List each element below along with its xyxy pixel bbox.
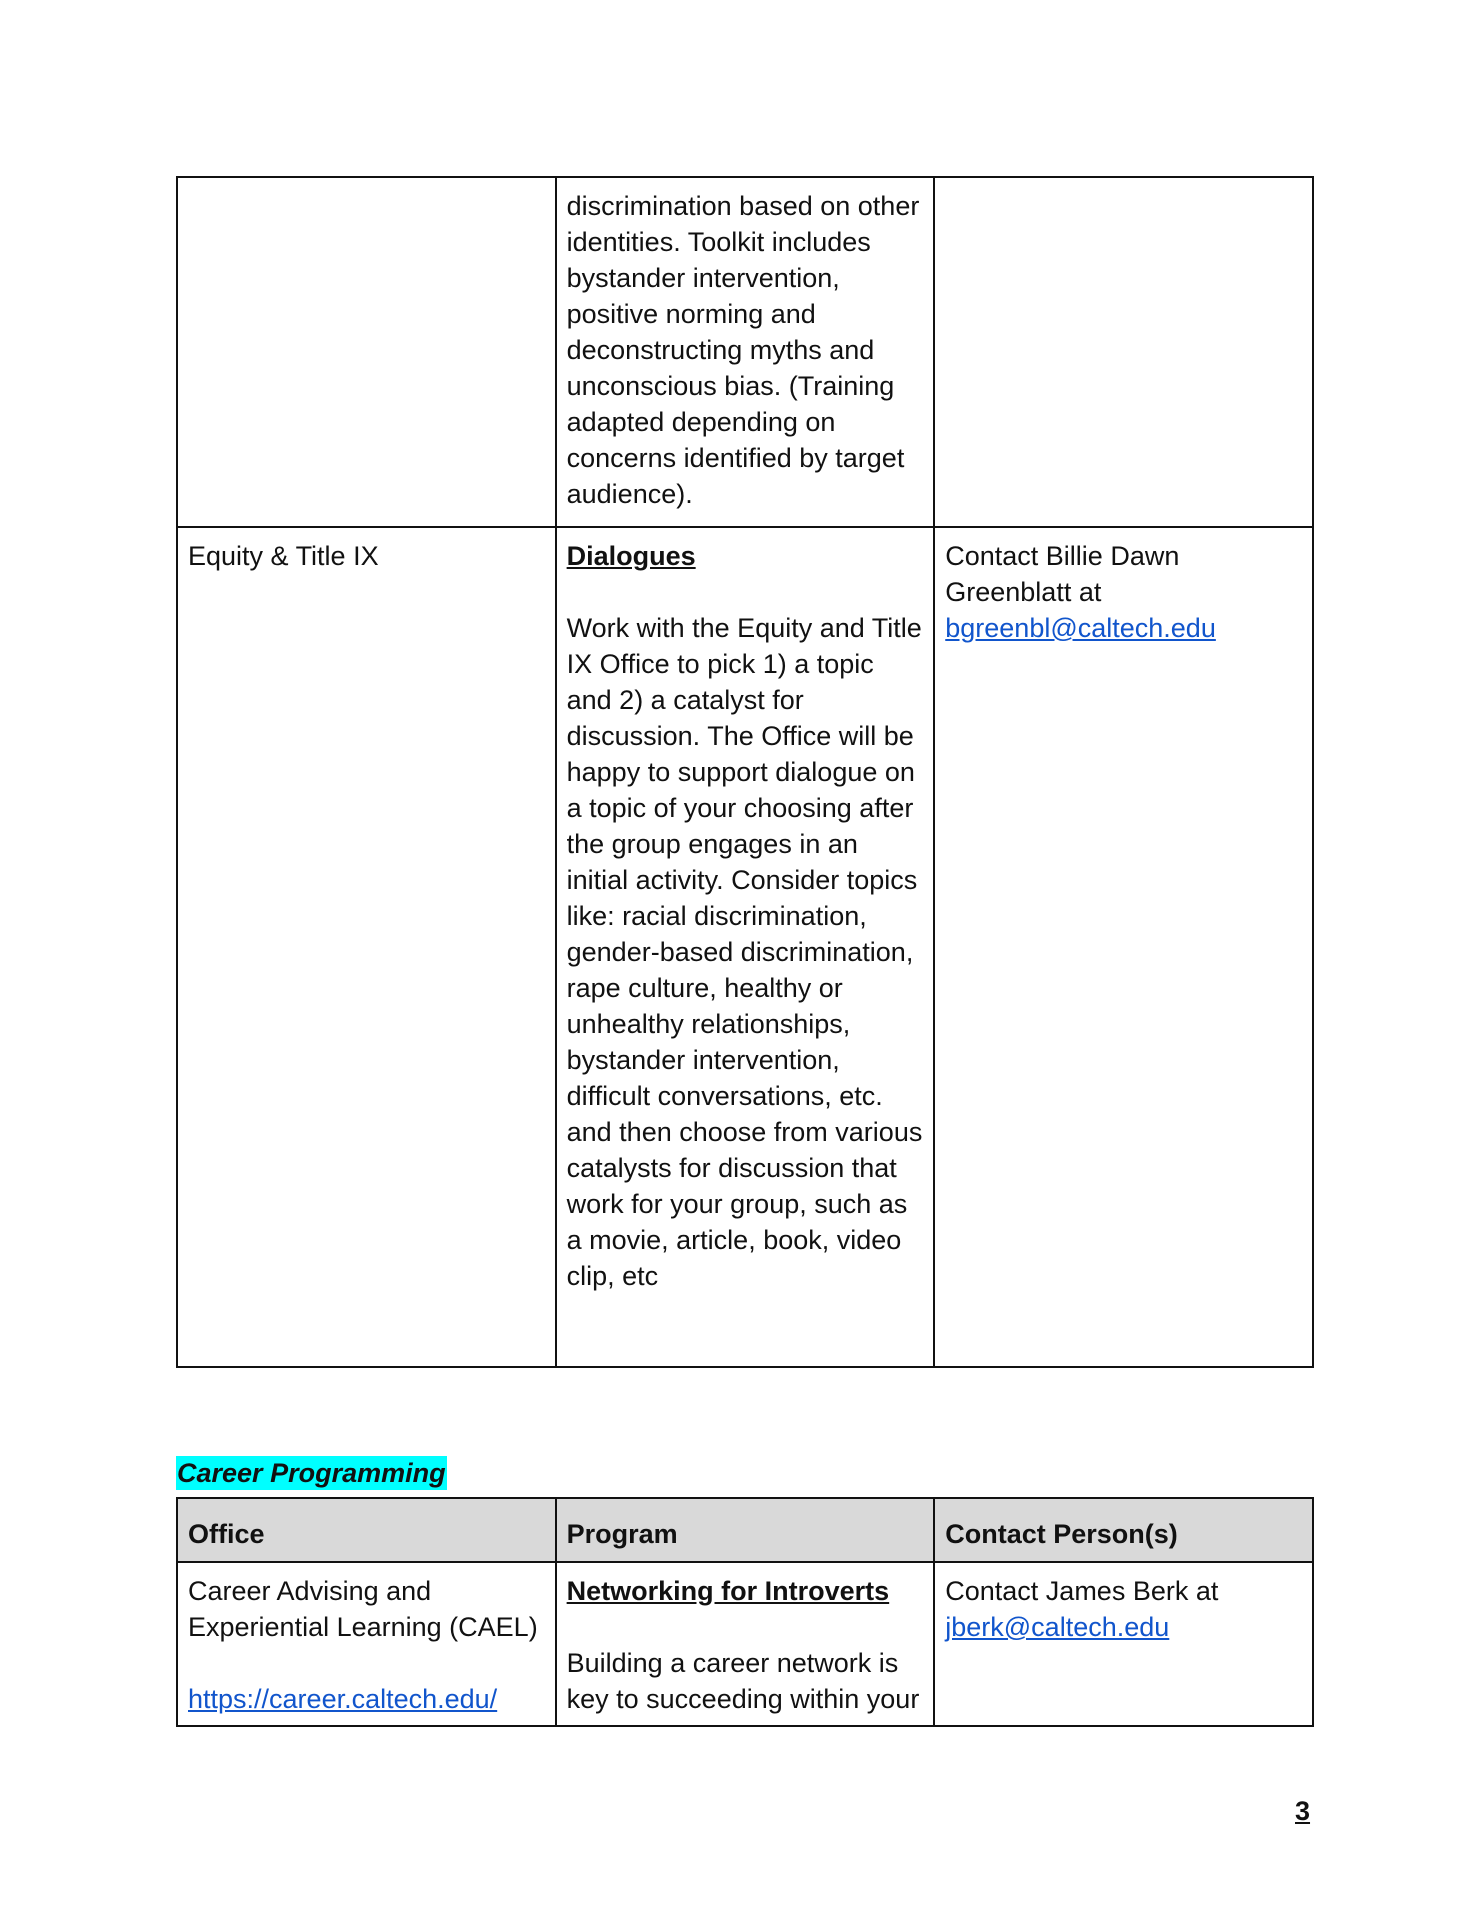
contact-cell bbox=[934, 1562, 1313, 1726]
column-header-program: Program bbox=[556, 1498, 935, 1562]
program-title: Networking for Introverts bbox=[566, 1576, 890, 1606]
table-row bbox=[177, 1562, 1313, 1726]
office-url-link[interactable]: https://career.caltech.edu/ bbox=[188, 1684, 498, 1714]
table-row bbox=[177, 177, 1313, 527]
table-header-row bbox=[177, 1498, 1313, 1562]
table-row bbox=[177, 527, 1313, 1367]
contact-text: Contact Billie Dawn Greenblatt at bbox=[945, 541, 1180, 607]
program-description: Building a career network is key to succeeding within your bbox=[566, 1648, 920, 1714]
program-cell bbox=[556, 527, 935, 1367]
contact-email-link[interactable]: jberk@caltech.edu bbox=[945, 1612, 1170, 1642]
program-title: Dialogues bbox=[566, 541, 696, 571]
page-number: 3 bbox=[1295, 1796, 1311, 1826]
office-cell bbox=[177, 1562, 556, 1726]
office-cell: Equity & Title IX bbox=[177, 527, 556, 1367]
office-name: Career Advising and Experiential Learning (CAEL) bbox=[188, 1576, 538, 1642]
program-cell bbox=[556, 1562, 935, 1726]
contact-text: Contact James Berk at bbox=[945, 1576, 1219, 1606]
office-cell bbox=[177, 177, 556, 527]
program-cell: discrimination based on other identities. Toolkit includes bystander intervention, positive norming and deconstructing myths and unconscious bias. (Training adapted depending on concerns identified by target audience). bbox=[556, 177, 935, 527]
career-programs-table bbox=[176, 1497, 1314, 1727]
contact-cell bbox=[934, 527, 1313, 1367]
contact-cell bbox=[934, 177, 1313, 527]
contact-email-link[interactable]: bgreenbl@caltech.edu bbox=[945, 613, 1216, 643]
programs-table-continued bbox=[176, 176, 1314, 1368]
column-header-contact: Contact Person(s) bbox=[934, 1498, 1313, 1562]
section-heading: Career Programming bbox=[177, 1458, 446, 1488]
program-description: Work with the Equity and Title IX Office to pick 1) a topic and 2) a catalyst for discussion. The Office will be happy to support dialogue on a topic of your choosing after the group engages in an initial activity. Consider topics like: racial discrimination, gender-based discrimination, rape culture, healthy or unhealthy relationships, bystander intervention, difficult conversations, etc. and then choose from various catalysts for discussion that work for your group, such as a movie, article, book, video clip, etc bbox=[566, 613, 923, 1291]
column-header-office: Office bbox=[177, 1498, 556, 1562]
